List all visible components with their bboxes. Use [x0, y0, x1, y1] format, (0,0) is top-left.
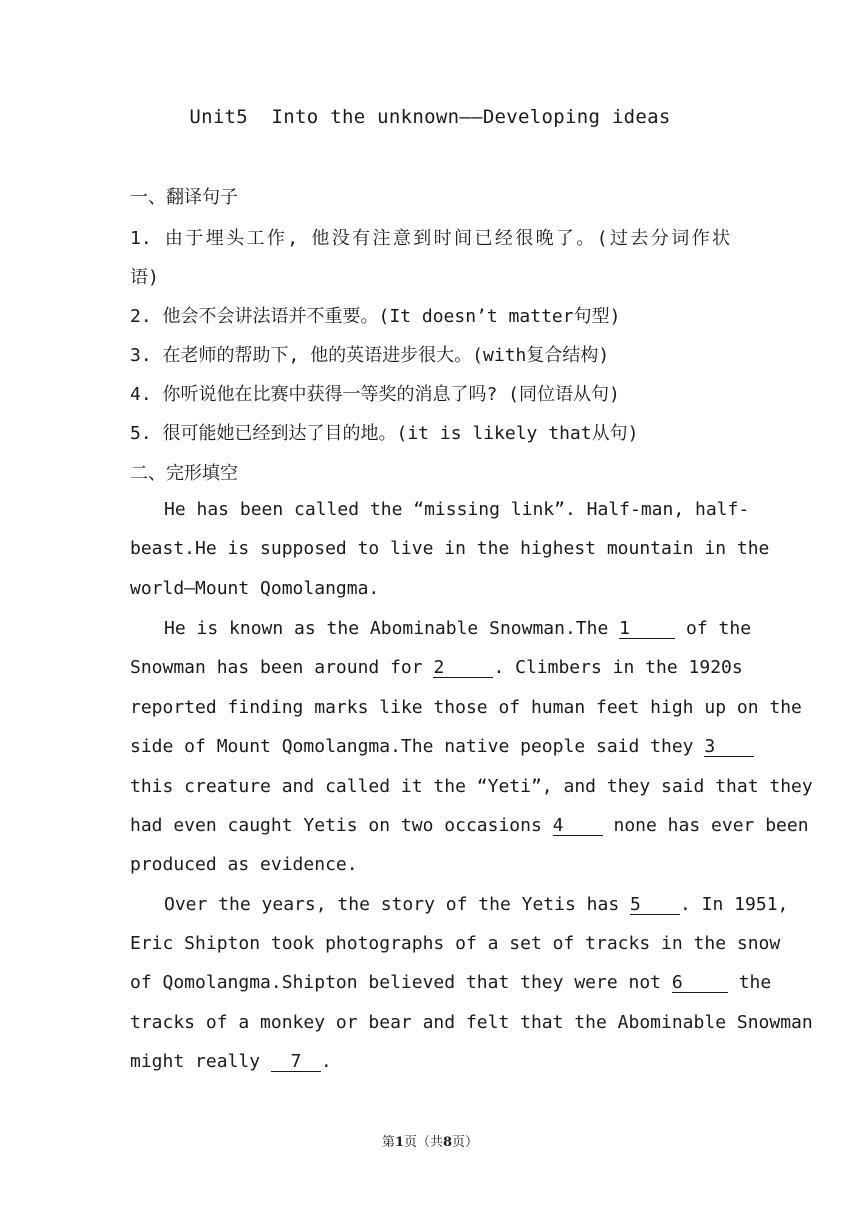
cloze-blank-6[interactable]: 6 [672, 974, 728, 993]
text-span: the [738, 972, 772, 993]
cloze-blank-7[interactable]: 7 [271, 1053, 321, 1072]
paragraph-3-line [164, 894, 789, 915]
paragraph-2-line [164, 618, 752, 639]
text-span: might really [130, 1051, 261, 1072]
paragraph-2-line [130, 815, 809, 836]
paragraph-2-line: produced as evidence. [130, 854, 358, 875]
cloze-blank-3[interactable]: 3 [704, 738, 754, 757]
question-4: 4. 你听说他在比赛中获得一等奖的消息了吗? (同位语从句) [130, 384, 620, 405]
footer-total-pages: 8 [443, 1135, 453, 1150]
question-3: 3. 在老师的帮助下, 他的英语进步很大。(with复合结构) [130, 345, 610, 366]
text-span: none has ever been [613, 815, 809, 836]
text-span: of the [686, 618, 752, 639]
question-2: 2. 他会不会讲法语并不重要。(It doesn’t matter句型) [130, 306, 621, 327]
cloze-blank-1[interactable]: 1 [619, 620, 675, 639]
paragraph-3-line: tracks of a monkey or bear and felt that the Abominable Snowman [130, 1012, 813, 1033]
paragraph-3-line [130, 972, 772, 993]
text-span: Over the years, the story of the Yetis has [164, 894, 620, 915]
paragraph-1-line: He has been called the “missing link”. Half-man, half- [164, 499, 750, 520]
page-footer [0, 1131, 860, 1150]
text-span: had even caught Yetis on two occasions [130, 815, 542, 836]
paragraph-3-line [130, 1051, 730, 1072]
paragraph-3-line: Eric Shipton took photographs of a set of tracks in the snow [130, 933, 781, 954]
question-1-continued: 语) [130, 267, 159, 288]
page-title: Unit5 Into the unknown——Developing ideas [189, 106, 671, 128]
text-span: . In 1951, [680, 894, 789, 915]
question-5: 5. 很可能她已经到达了目的地。(it is likely that从句) [130, 423, 639, 444]
footer-page-number: 1 [394, 1135, 404, 1150]
text-span: . [320, 1051, 332, 1072]
paragraph-1-line: world—Mount Qomolangma. [130, 578, 380, 599]
footer-text: 页） [452, 1135, 479, 1150]
text-span: side of Mount Qomolangma.The native people said they [130, 736, 694, 757]
paragraph-2-line: reported finding marks like those of human feet high up on the [130, 697, 802, 718]
cloze-blank-5[interactable]: 5 [630, 896, 680, 915]
cloze-blank-2[interactable]: 2 [433, 659, 493, 678]
section-heading-translation: 一、翻译句子 [130, 187, 238, 208]
text-span: . Climbers in the 1920s [493, 657, 743, 678]
question-1: 1. 由于埋头工作, 他没有注意到时间已经很晚了。(过去分词作状 [130, 228, 730, 249]
paragraph-2-line: this creature and called it the “Yeti”, and they said that they [130, 776, 813, 797]
footer-text: 页（共 [403, 1135, 443, 1150]
paragraph-1-line: beast.He is supposed to live in the highest mountain in the [130, 538, 770, 559]
section-heading-cloze: 二、完形填空 [130, 463, 238, 484]
text-span: He is known as the Abominable Snowman.The [164, 618, 609, 639]
cloze-blank-4[interactable]: 4 [553, 817, 603, 836]
paragraph-2-line [130, 657, 743, 678]
paragraph-2-line [130, 736, 730, 757]
footer-text: 第 [381, 1135, 395, 1150]
text-span: of Qomolangma.Shipton believed that they were not [130, 972, 662, 993]
text-span: Snowman has been around for [130, 657, 423, 678]
